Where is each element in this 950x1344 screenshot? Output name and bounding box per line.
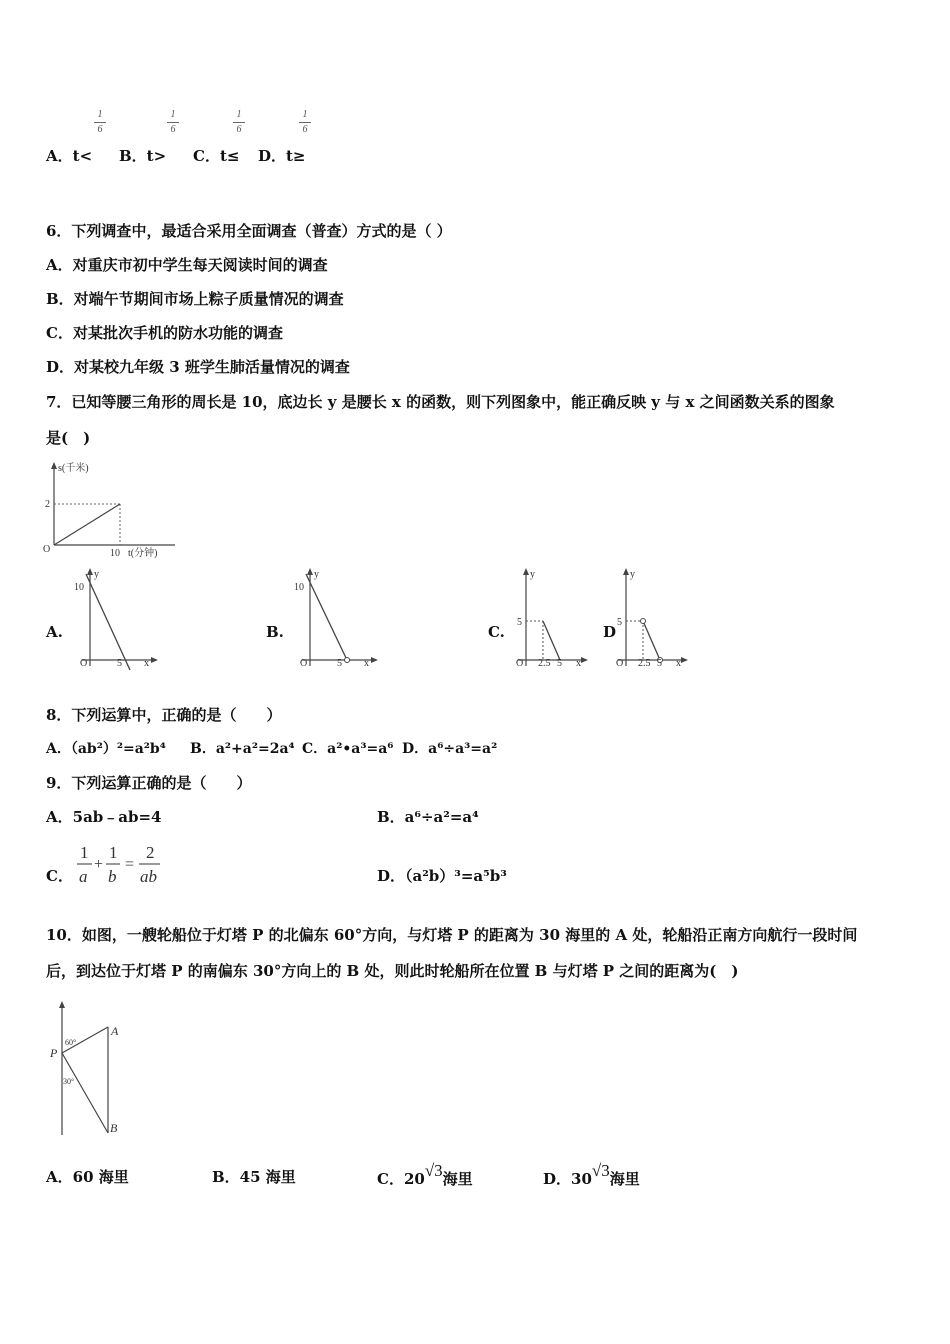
q10-option-c[interactable] (377, 1161, 473, 1188)
y-arrow (87, 568, 93, 575)
q7-graph-b (290, 566, 380, 671)
frac-bar (167, 122, 179, 123)
frac-den: 6 (170, 124, 176, 135)
fraction-1-6 (233, 110, 245, 135)
x-arrow (681, 657, 688, 663)
q9-option-d[interactable]: D．（a²b）³=a⁵b³ (377, 867, 507, 885)
frac-den: 6 (97, 124, 103, 135)
y-arrow (307, 568, 313, 575)
fraction-1-6 (299, 110, 311, 135)
equals: = (125, 856, 135, 873)
q7-option-b-label[interactable]: B. (266, 623, 284, 641)
x-label: x (676, 658, 681, 669)
y-label: y (530, 569, 535, 580)
origin: O (300, 658, 308, 669)
x-arrow (151, 657, 158, 663)
sqrt-3: √3 (591, 1161, 610, 1180)
numerator-2: 1 (109, 843, 118, 862)
q10-d-suffix: 海里 (609, 1170, 640, 1188)
y-arrow (51, 462, 57, 469)
denominator-a: a (79, 867, 88, 886)
plus: + (94, 856, 104, 873)
y-arrow (623, 568, 629, 575)
y-arrow (523, 568, 529, 575)
q7-stem-line2: 是( ) (46, 429, 91, 447)
frac-num: 1 (236, 109, 242, 120)
lighthouse-figure (40, 995, 140, 1140)
q10-c-suffix: 海里 (442, 1170, 473, 1188)
frac-num: 1 (97, 109, 103, 120)
graph-line (86, 574, 130, 670)
q5-option-a[interactable]: A．t< (46, 147, 93, 165)
x-arrow (581, 657, 588, 663)
tick-2-5: 2.5 (538, 658, 551, 669)
origin: O (616, 658, 624, 669)
q8-stem: 8．下列运算中，正确的是（ ） (46, 706, 282, 724)
graph-line (643, 621, 660, 660)
frac-bar (299, 122, 311, 123)
tick-5x: 5 (557, 658, 562, 669)
graph-line (306, 574, 347, 660)
y-label: s(千米) (58, 463, 89, 474)
frac-num: 1 (170, 109, 176, 120)
q6-stem: 6．下列调查中，最适合采用全面调查（普查）方式的是（ ） (46, 222, 452, 240)
origin: O (43, 544, 51, 555)
numerator-3: 2 (146, 843, 155, 862)
q7-graph-a (70, 566, 160, 671)
distance-time-figure (40, 460, 180, 560)
angle-30: 30° (63, 1077, 75, 1086)
point-p: P (50, 1046, 58, 1060)
q7-option-a-label[interactable]: A. (46, 623, 63, 641)
q5-option-d[interactable]: D．t≥ (258, 147, 306, 165)
tick-10: 10 (110, 548, 120, 559)
angle-60: 60° (65, 1038, 77, 1047)
tick-5: 5 (337, 658, 342, 669)
graph-line (54, 504, 120, 545)
q6-option-c[interactable]: C．对某批次手机的防水功能的调查 (46, 324, 283, 342)
graph-line (543, 621, 560, 660)
point-a: A (111, 1024, 119, 1038)
tick-10: 10 (74, 582, 84, 593)
frac-num: 1 (302, 109, 308, 120)
open-dot (345, 658, 350, 663)
north-arrow (59, 1001, 65, 1008)
tick-2-5: 2.5 (638, 658, 651, 669)
q8-option-a[interactable]: A．（ab²）²=a²b⁴ (46, 741, 166, 757)
q8-option-d[interactable]: D．a⁶÷a³=a² (402, 741, 498, 757)
q10-option-b[interactable]: B．45 海里 (212, 1168, 296, 1186)
denominator-ab: ab (140, 867, 157, 886)
q6-option-d[interactable]: D．对某校九年级 3 班学生肺活量情况的调查 (46, 358, 350, 376)
q10-d-prefix: D．30 (543, 1170, 592, 1188)
q7-option-c-label[interactable]: C. (488, 623, 505, 641)
x-label: x (576, 658, 581, 669)
q6-option-a[interactable]: A．对重庆市初中学生每天阅读时间的调查 (46, 256, 328, 274)
frac-bar (94, 122, 106, 123)
pb-line (62, 1053, 108, 1133)
q9-option-c-expression (74, 840, 174, 888)
q6-option-b[interactable]: B．对端午节期间市场上粽子质量情况的调查 (46, 290, 344, 308)
tick-5y: 5 (617, 617, 622, 628)
frac-bar (233, 122, 245, 123)
x-label: x (144, 658, 149, 669)
x-label: x (364, 658, 369, 669)
fraction-1-6 (94, 110, 106, 135)
frac-den: 6 (302, 124, 308, 135)
tick-5x: 5 (657, 658, 662, 669)
tick-5: 5 (117, 658, 122, 669)
q7-stem-line1: 7．已知等腰三角形的周长是 10，底边长 y 是腰长 x 的函数，则下列图象中，能正确反映 y 与 x 之间函数关系的图象 (46, 393, 835, 411)
denominator-b: b (108, 867, 117, 886)
q9-stem: 9．下列运算正确的是（ ） (46, 774, 252, 792)
q5-option-b[interactable]: B．t> (119, 147, 167, 165)
fraction-1-6 (167, 110, 179, 135)
sqrt-3: √3 (424, 1161, 443, 1180)
q7-option-d-label[interactable]: D (603, 623, 617, 641)
q10-stem-line2: 后，到达位于灯塔 P 的南偏东 30°方向上的 B 处，则此时轮船所在位置 B 与灯塔 P 之间的距离为( ) (46, 962, 739, 980)
q10-c-prefix: C．20 (377, 1170, 425, 1188)
tick-2: 2 (45, 499, 50, 510)
q10-stem-line1: 10．如图，一艘轮船位于灯塔 P 的北偏东 60°方向，与灯塔 P 的距离为 30 海里的 A 处，轮船沿正南方向航行一段时间 (46, 926, 858, 944)
y-label: y (630, 569, 635, 580)
y-label: y (94, 569, 99, 580)
q9-option-a[interactable]: A．5ab﹣ab=4 (46, 808, 162, 826)
origin: O (80, 658, 88, 669)
q10-option-d[interactable] (543, 1161, 640, 1188)
y-label: y (314, 569, 319, 580)
tick-5y: 5 (517, 617, 522, 628)
point-b: B (110, 1121, 118, 1135)
q8-option-c[interactable]: C．a²•a³=a⁶ (302, 741, 394, 757)
numerator-1: 1 (80, 843, 89, 862)
q7-graph-c (510, 566, 600, 671)
tick-10: 10 (294, 582, 304, 593)
q9-option-b[interactable]: B．a⁶÷a²=a⁴ (377, 808, 479, 826)
q8-option-b[interactable]: B．a²+a²=2a⁴ (190, 741, 295, 757)
open-dot-top (641, 619, 646, 624)
x-label: t(分钟) (128, 548, 158, 559)
q5-option-c[interactable]: C．t≤ (193, 147, 240, 165)
origin: O (516, 658, 524, 669)
frac-den: 6 (236, 124, 242, 135)
q7-graph-d (610, 566, 700, 671)
x-arrow (371, 657, 378, 663)
q9-option-c-label[interactable]: C． (46, 867, 73, 885)
q10-option-a[interactable]: A．60 海里 (46, 1168, 129, 1186)
